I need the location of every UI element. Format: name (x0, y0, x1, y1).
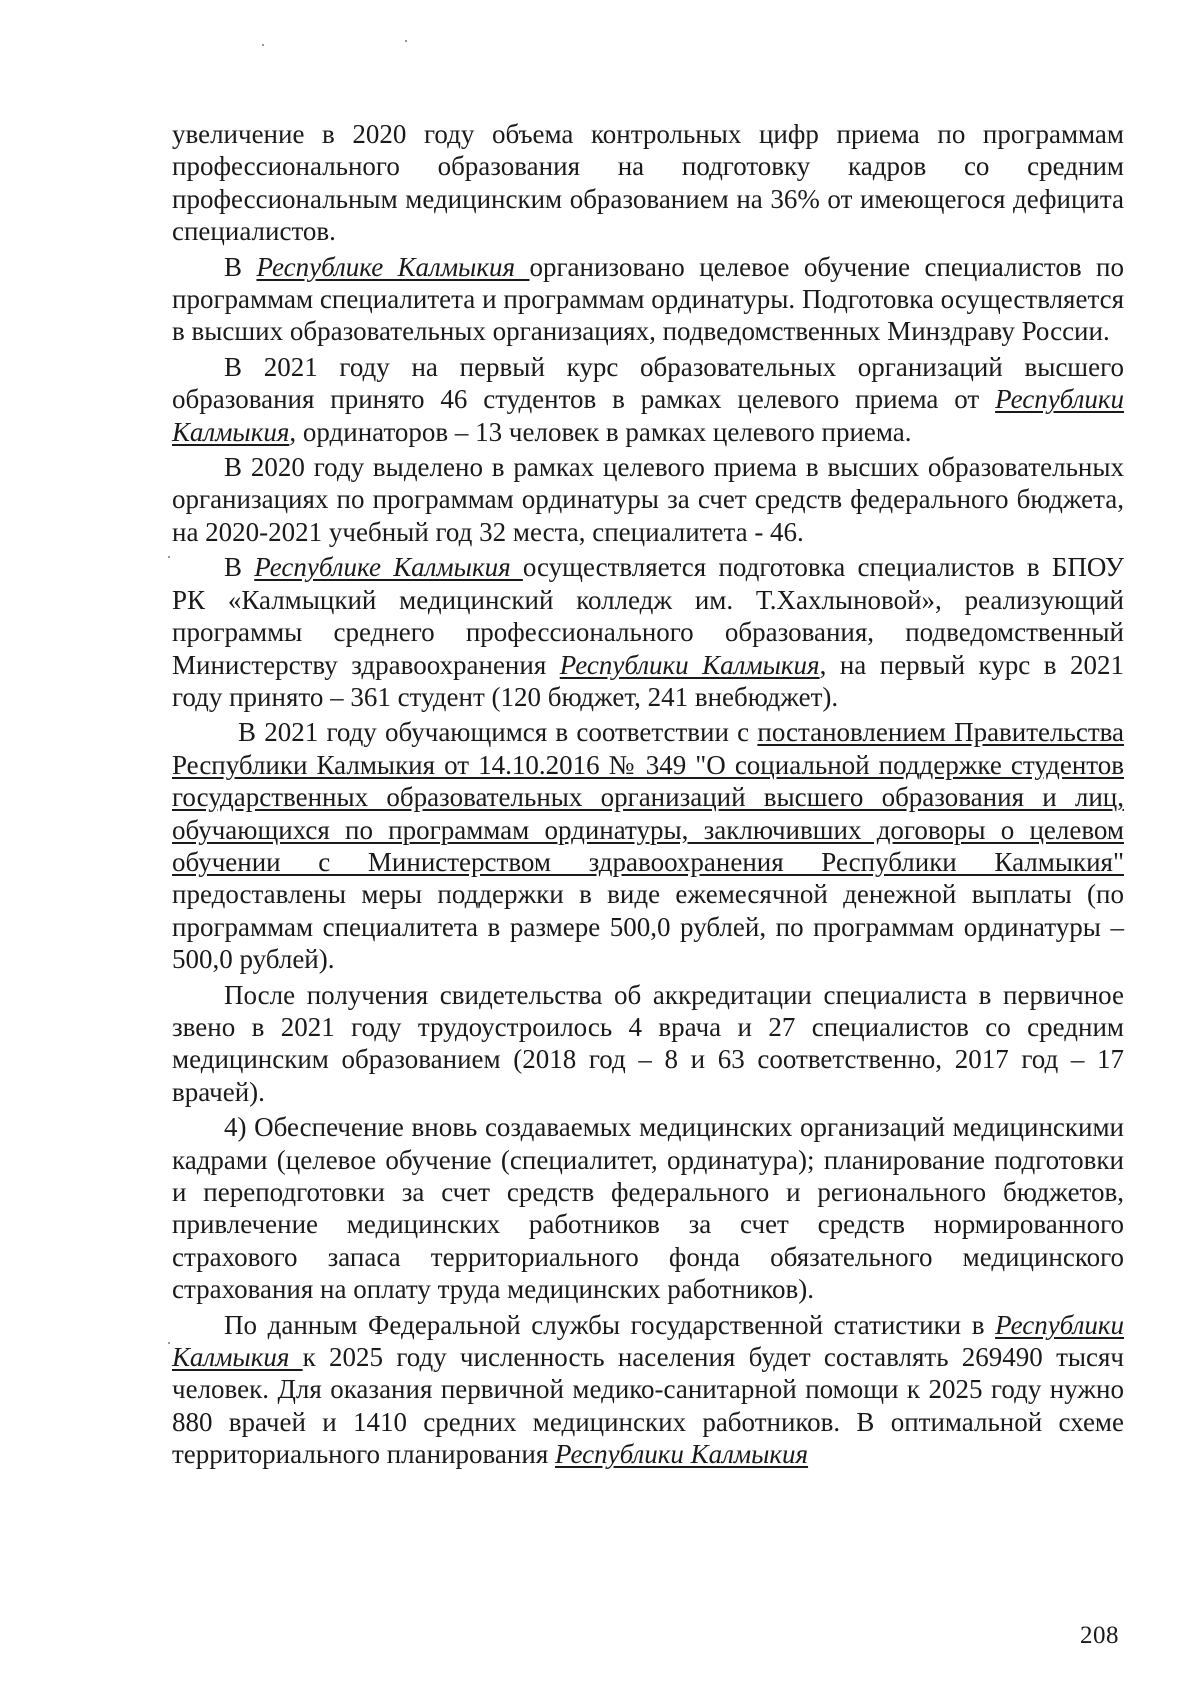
paragraph-employment: После получения свидетельства об аккредитации специалиста в первичное звено в 2021 году трудоустроилось 4 врача и 27 специалистов со средним медицинским образованием (2018 год – 8 и 63 соответственно, 2017 год – 17 врачей). (172, 979, 1124, 1107)
paragraph-student-support: В 2021 году обучающимся в соответствии с постановлением Правительства Республики Калмыкия от 14.10.2016 № 349 "О социальной поддержке студентов государственных образовательных организаций высшего образования и лиц, обучающихся по программам ординатуры, заключивших договоры о целевом обучении с Министерством здравоохранения Республики Калмыкия" предоставлены меры поддержки в виде ежемесячной денежной выплаты (по программам специалитета в размере 500,0 рублей, по программам ординатуры – 500,0 рублей). (172, 717, 1124, 975)
document-body (172, 118, 1124, 1474)
scan-speck (405, 40, 407, 42)
paragraph-population-forecast: По данным Федеральной службы государственной статистики в Республики Калмыкия к 2025 году численность населения будет составлять 269490 тысяч человек. Для оказания первичной медико-санитарной помощи к 2025 году нужно 880 врачей и 1410 средних медицинских работников. В оптимальной схеме территориального планирования Республики Калмыкия (172, 1309, 1124, 1470)
scan-speck (262, 44, 264, 46)
paragraph-admission-2021: В 2021 году на первый курс образовательных организаций высшего образования принято 46 студентов в рамках целевого приема от Республики Калмыкия, ординаторов – 13 человек в рамках целевого приема. (172, 351, 1124, 447)
decree-link[interactable]: постановлением Правительства Республики Калмыкия от 14.10.2016 № 349 "О социальной поддержке студентов государственных образовательных организаций высшего образования и лиц, обучающихся по программам ординатуры, заключивших договоры о целевом обучении с Министерством здравоохранения Республики Калмыкия" (172, 717, 1124, 877)
region-name: Республики Калмыкия (172, 1309, 1124, 1373)
paragraph-medical-college: В Республике Калмыкия осуществляется подготовка специалистов в БПОУ РК «Калмыцкий медицинский колледж им. Т.Хахлыновой», реализующий программы среднего профессионального образования, подведомственный Министерству здравоохранения Республики Калмыкия, на первый курс в 2021 году принято – 361 студент (120 бюджет, 241 внебюджет). (172, 552, 1124, 712)
region-name: Республике Калмыкия (254, 552, 523, 583)
scan-speck (168, 1342, 170, 1344)
scan-speck (168, 556, 170, 558)
region-name: Республики Калмыкия (172, 384, 1124, 447)
paragraph-target-training: В Республике Калмыкия организовано целевое обучение специалистов по программам специалитета и программам ординатуры. Подготовка осуществляется в высших образовательных организациях, подведомственных Минздраву России. (172, 251, 1125, 347)
region-name: Республики Калмыкия (559, 649, 820, 680)
paragraph-residency-places: В 2020 году выделено в рамках целевого приема в высших образовательных организациях по программам ординатуры за счет средств федерального бюджета, на 2020-2021 учебный год 32 места, специалитета - 46. (172, 452, 1124, 547)
page-number: 208 (1080, 1622, 1119, 1649)
region-name: Республике Калмыкия (256, 251, 530, 282)
region-name: Республики Калмыкия (554, 1439, 809, 1470)
paragraph-new-organizations: 4) Обеспечение вновь создаваемых медицинских организаций медицинскими кадрами (целевое обучение (специалитет, ординатура); планирование подготовки и переподготовки за счет средств федерального и регионального бюджетов, привлечение медицинских работников за счет средств нормированного страхового запаса территориального фонда обязательного медицинского страхования на оплату труда медицинских работников). (172, 1112, 1124, 1305)
paragraph-target-figures: увеличение в 2020 году объема контрольных цифр приема по программам профессионального образования на подготовку кадров со средним профессиональным медицинским образованием на 36% от имеющегося дефицита специалистов. (172, 119, 1124, 247)
